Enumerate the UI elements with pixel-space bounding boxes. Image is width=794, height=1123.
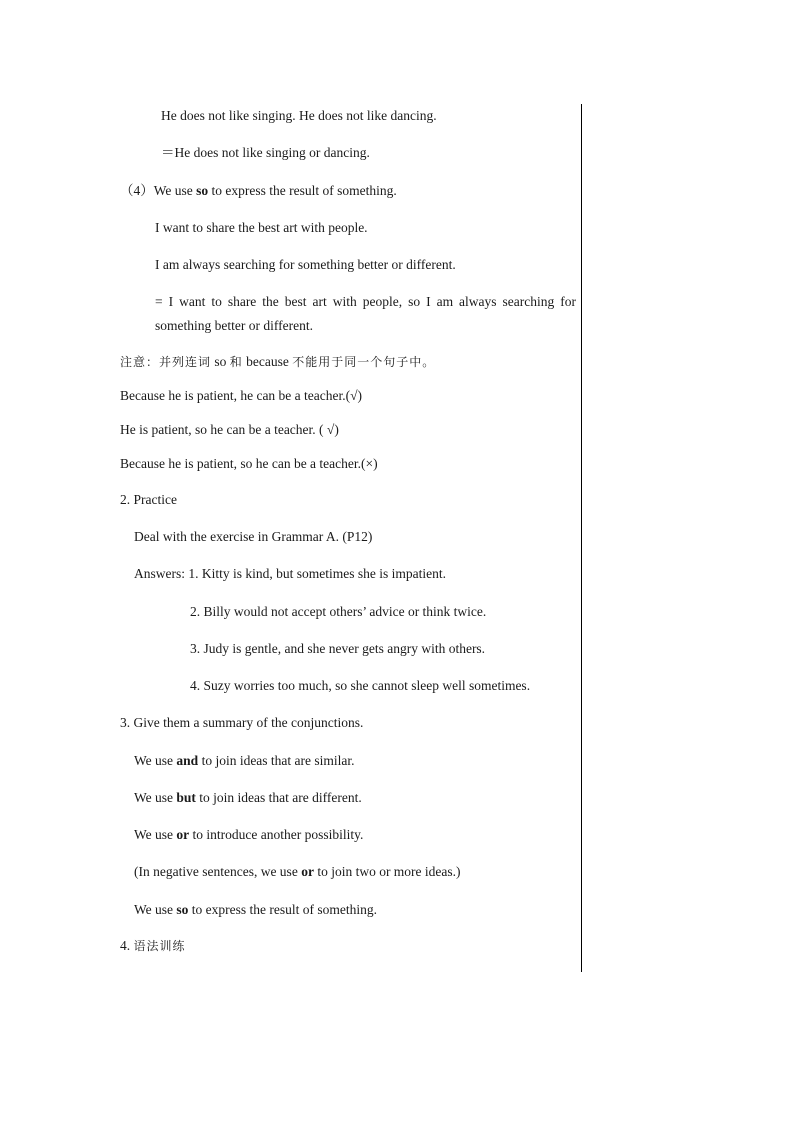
keyword-or-negative: or — [301, 864, 314, 879]
keyword-or: or — [176, 827, 190, 842]
section-4-number: 4. — [120, 938, 131, 953]
column-divider — [581, 104, 582, 972]
answer-2: 2. Billy would not accept others’ advice or think twice. — [190, 604, 487, 619]
summary-but — [134, 789, 362, 807]
summary-or-negative-pre: (In negative sentences, we use — [134, 864, 302, 879]
rule-so-suffix: to express the result of something. — [208, 183, 397, 198]
note-tail: 不能用于同一个句子中。 — [292, 355, 436, 369]
note-because: because — [242, 354, 293, 369]
section-4-title: 语法训练 — [133, 939, 186, 953]
note-label: 注意：并列连词 — [120, 355, 212, 369]
summary-and-pre: We use — [134, 753, 177, 768]
summary-and — [134, 752, 355, 770]
example-sentence-3: I want to share the best art with people. — [155, 220, 368, 235]
summary-or-negative — [134, 863, 461, 881]
example-correct-2: He is patient, so he can be a teacher. ( √) — [120, 422, 339, 437]
note-so: so — [211, 354, 230, 369]
answer-3: 3. Judy is gentle, and she never gets angry with others. — [190, 641, 486, 656]
practice-instruction: Deal with the exercise in Grammar A. (P12) — [134, 529, 373, 544]
section-summary-heading: 3. Give them a summary of the conjunctions. — [120, 715, 364, 730]
keyword-but: but — [176, 790, 196, 805]
example-sentence-4: I am always searching for something better or different. — [155, 257, 456, 272]
summary-or-negative-post: to join two or more ideas.) — [313, 864, 461, 879]
example-sentence-1: He does not like singing. He does not like dancing. — [161, 108, 437, 123]
keyword-so: so — [196, 183, 209, 198]
example-correct-1: Because he is patient, he can be a teacher.(√) — [120, 388, 363, 403]
answer-1: Answers: 1. Kitty is kind, but sometimes she is impatient. — [134, 566, 446, 581]
rule-so-prefix: （4）We use — [120, 183, 197, 198]
summary-so-pre: We use — [134, 902, 177, 917]
note-and: 和 — [229, 355, 243, 369]
example-sentence-2: ＝He does not like singing or dancing. — [161, 145, 370, 160]
summary-or — [134, 826, 363, 844]
keyword-and: and — [176, 753, 199, 768]
answer-4: 4. Suzy worries too much, so she cannot sleep well sometimes. — [190, 678, 531, 693]
example-sentence-5: = I want to share the best art with people, so I am always searching for something better or different. — [155, 294, 576, 333]
summary-or-post: to introduce another possibility. — [189, 827, 364, 842]
section-practice-heading: 2. Practice — [120, 492, 177, 507]
summary-and-post: to join ideas that are similar. — [198, 753, 355, 768]
summary-or-pre: We use — [134, 827, 177, 842]
rule-so-heading — [120, 182, 397, 200]
example-wrong: Because he is patient, so he can be a teacher.(×) — [120, 456, 378, 471]
summary-but-pre: We use — [134, 790, 177, 805]
summary-so-post: to express the result of something. — [188, 902, 378, 917]
section-grammar-training-heading — [120, 937, 186, 955]
keyword-so-summary: so — [176, 902, 189, 917]
note-line — [120, 353, 435, 371]
summary-so — [134, 901, 377, 919]
summary-but-post: to join ideas that are different. — [195, 790, 362, 805]
